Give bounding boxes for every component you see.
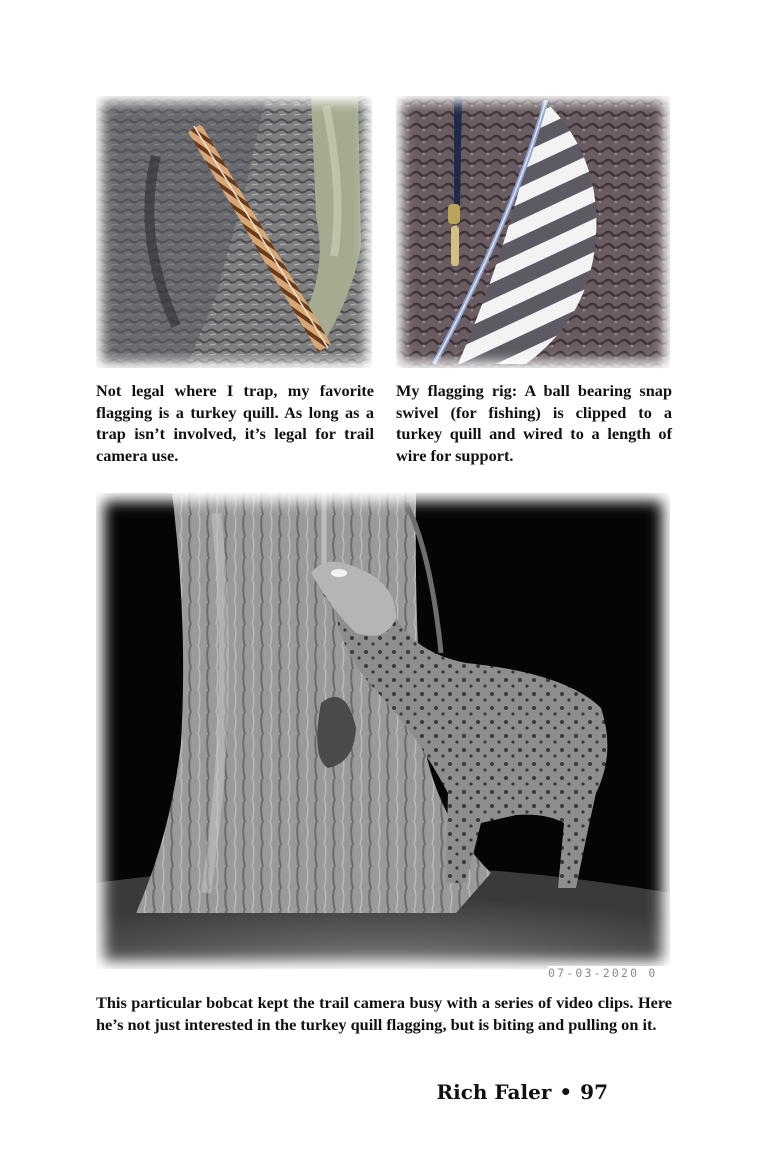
page-number: 97	[580, 1080, 608, 1104]
turkey-quill-on-tree-photo	[96, 96, 372, 368]
footer-separator: •	[559, 1080, 573, 1104]
bobcat-trail-camera-photo	[96, 493, 670, 969]
page-footer	[437, 1080, 608, 1104]
camera-timestamp: 07-03-2020 0	[548, 966, 672, 982]
author-name: Rich Faler	[436, 1080, 552, 1104]
quill-flagging-caption: Not legal where I trap, my favorite flagging is a turkey quill. As long as a trap isn’t involved, it’s legal for trail camera use.	[96, 381, 374, 465]
bobcat-caption: This particular bobcat kept the trail camera busy with a series of video clips. Here he’s not just interested in the turkey quill flagging, but is biting and pulling on it.	[96, 993, 672, 1034]
flagging-rig-feather-photo	[396, 96, 670, 368]
flagging-rig-caption: My flagging rig: A ball bearing snap swivel (for fishing) is clipped to a turkey quill and wired to a length of wire for support.	[396, 381, 672, 465]
